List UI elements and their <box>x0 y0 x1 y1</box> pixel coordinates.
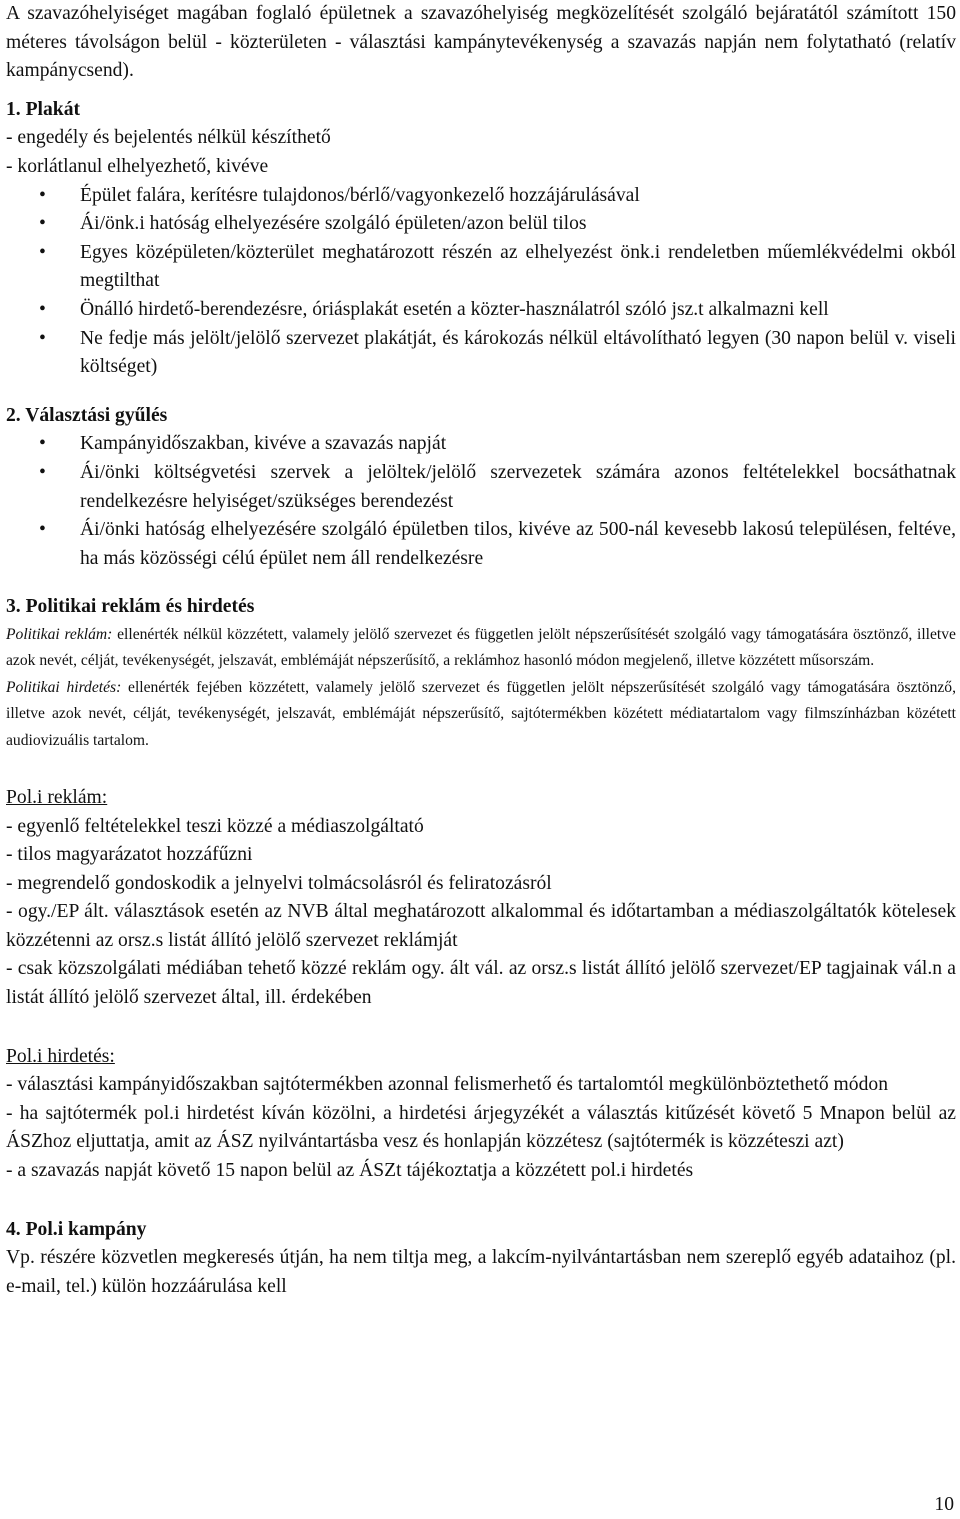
section-kampany <box>6 1216 956 1302</box>
definition-term: Politikai hirdetés: <box>6 678 122 696</box>
section-text: Vp. részére közvetlen megkeresés útján, ha nem tiltja meg, a lakcím-nyilvántartásban nem szereplő egyéb adataihoz (pl. e-mail, tel.) külön hozzáárulása kell <box>6 1247 956 1297</box>
subsection-heading: Pol.i hirdetés: <box>6 1045 115 1067</box>
definition-hirdetes <box>6 675 956 754</box>
dash-item: - megrendelő gondoskodik a jelnyelvi tolmácsolásról és feliratozásról <box>6 872 552 894</box>
bullet-item: • Ái/önki hatóság elhelyezésére szolgáló épületben tilos, kivéve az 500-nál kevesebb lakosú településen, feltéve, ha más közösségi célú épület nem áll rendelkezésre <box>6 516 956 573</box>
bullet-item: • Ái/önk.i hatóság elhelyezésére szolgáló épületen/azon belül tilos <box>6 210 956 239</box>
dash-item: - ha sajtótermék pol.i hirdetést kíván közölni, a hirdetési árjegyzékét a választás kitűzését követő 5 Mnapon belül az ÁSZhoz eljuttatja, amit az ÁSZ nyilvántartásba vesz és honlapján közzétesz (sajtótermék is közzéteszi azt) <box>6 1102 956 1153</box>
section-heading: 1. Plakát <box>6 98 81 120</box>
definition-term: Politikai reklám: <box>6 625 113 643</box>
bullet-item: • Önálló hirdető-berendezésre, óriásplakát esetén a közter-használatról szóló jsz.t alkalmazni kell <box>6 296 956 325</box>
bullet-item: • Ne fedje más jelölt/jelölő szervezet plakátját, és károkozás nélkül eltávolítható legyen (30 napon belül v. viseli költséget) <box>6 325 956 382</box>
dash-item: - egyenlő feltételekkel teszi közzé a médiaszolgáltató <box>6 815 424 837</box>
dash-item: - ogy./EP ált. választások esetén az NVB által meghatározott alkalommal és időtartamban a médiaszolgáltatók kötelesek közzétenni az orsz.s listát állító jelölő szervezet reklámját <box>6 901 956 951</box>
dash-item: - választási kampányidőszakban sajtótermékben azonnal felismerhető és tartalomtól megkülönböztethető módon <box>6 1074 888 1096</box>
section-heading: 2. Választási gyűlés <box>6 404 168 426</box>
subsection-reklam <box>6 784 956 1013</box>
section-gyules <box>6 402 956 574</box>
bullet-item: • Kampányidőszakban, kivéve a szavazás napját <box>6 430 956 459</box>
bullet-item: • Ái/önki költségvetési szervek a jelöltek/jelölő szervezetek számára azonos feltételekkel bocsáthatnak rendelkezésre helyiséget/szükséges berendezést <box>6 459 956 516</box>
bullet-list <box>6 430 956 573</box>
section-plakat <box>6 96 956 382</box>
dash-item: - korlátlanul elhelyezhető, kivéve <box>6 155 269 177</box>
definition-reklam <box>6 622 956 675</box>
subsection-hirdetes <box>6 1043 956 1186</box>
dash-item: - a szavazás napját követő 15 napon belül az ÁSZt tájékoztatja a közzétett pol.i hirdetés <box>6 1160 694 1182</box>
page-number: 10 <box>934 1494 954 1515</box>
bullet-item: • Egyes középületen/közterület meghatározott részén az elhelyezést önk.i rendeletben műemlékvédelmi okból megtilthat <box>6 239 956 296</box>
dash-item: - engedély és bejelentés nélkül készíthető <box>6 127 331 149</box>
section-reklam-hirdetes <box>6 593 956 754</box>
definition-text: ellenérték nélkül közzétett, valamely jelölő szervezet és független jelölt népszerűsítését szolgáló vagy támogatására ösztönző, illetve azok nevét, célját, tevékenységét, jelszavát, emblémáját népszerűsítő, a reklámhoz hasonló módon megjelenő, illetve közzétett műsorszám. <box>6 625 956 670</box>
dash-item: - tilos magyarázatot hozzáfűzni <box>6 844 253 866</box>
section-heading: 3. Politikai reklám és hirdetés <box>6 596 255 618</box>
document-page <box>6 0 956 1301</box>
bullet-list <box>6 182 956 382</box>
definition-text: ellenérték fejében közzétett, valamely jelölő szervezet és független jelölt népszerűsítését szolgáló vagy támogatására ösztönző, illetve azok nevét, célját, tevékenységét, jelszavát, emblémáját népszerűsítő, sajtótermékben közétett médiatartalom vagy filmszínházban közétett audiovizuális tartalom. <box>6 678 956 749</box>
section-heading: 4. Pol.i kampány <box>6 1218 147 1240</box>
dash-item: - csak közszolgálati médiában tehető közzé reklám ogy. ált vál. az orsz.s listát állító jelölő szervezet/EP tagjainak vál.n a listát állító jelölő szervezet által, ill. érdekében <box>6 958 956 1009</box>
intro-paragraph: A szavazóhelyiséget magában foglaló épületnek a szavazóhelyiség megközelítését szolgáló bejáratától számított 150 méteres távolságon belül - közterületen - választási kampánytevékenység a szavazás napján nem folytatható (relatív kampánycsend). <box>6 3 956 82</box>
subsection-heading: Pol.i reklám: <box>6 786 108 808</box>
bullet-item: • Épület falára, kerítésre tulajdonos/bérlő/vagyonkezelő hozzájárulásával <box>6 182 956 211</box>
